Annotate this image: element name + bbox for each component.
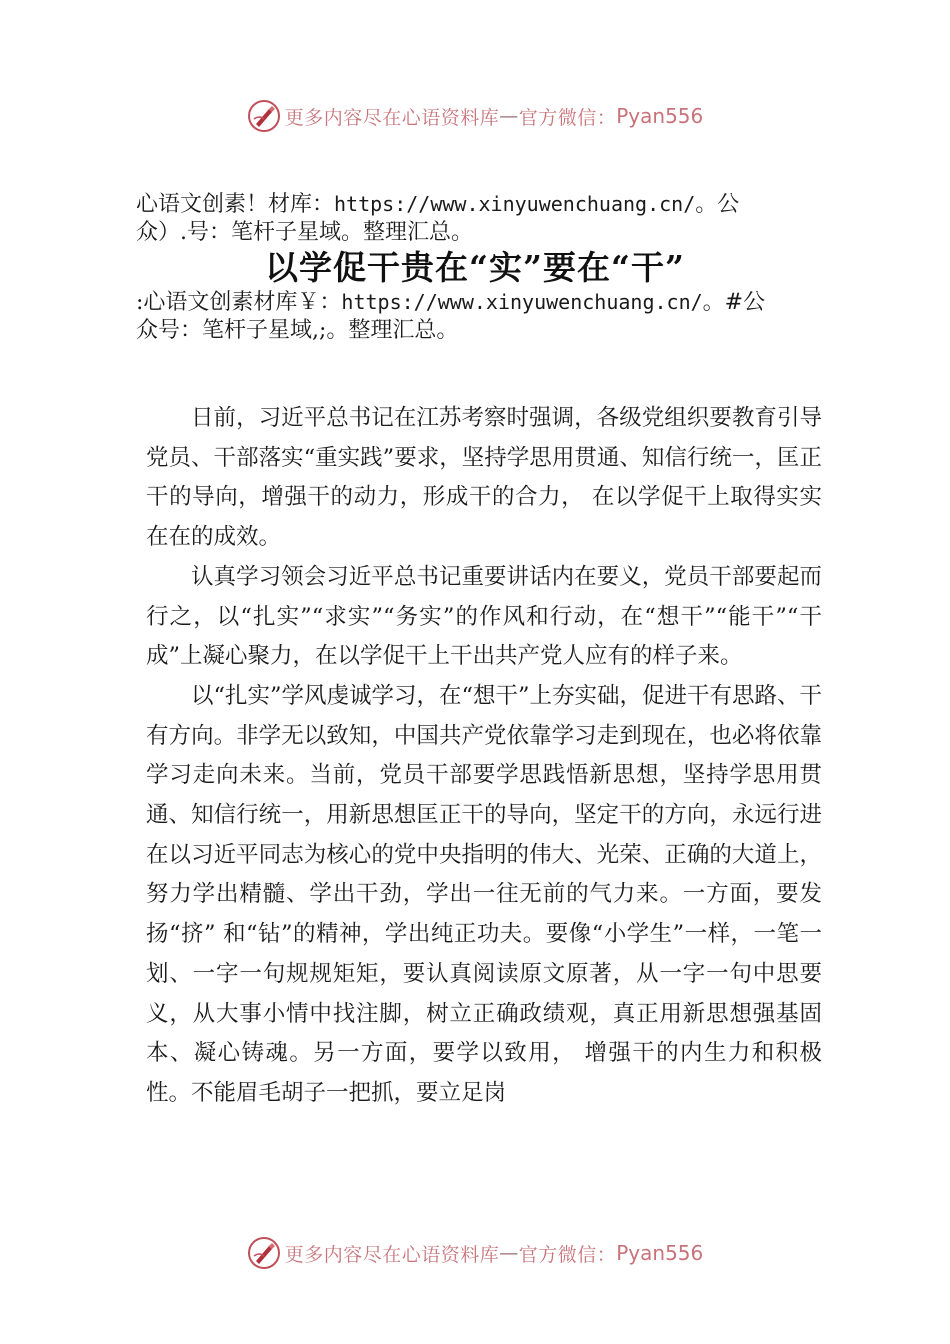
pen-logo-icon bbox=[247, 99, 281, 133]
article-body bbox=[146, 399, 822, 1114]
banner-wechat-label: 官方微信： bbox=[518, 1243, 617, 1266]
header-banner bbox=[0, 96, 950, 136]
paragraph-1: 日前，习近平总书记在江苏考察时强调，各级党组织要教育引导党员、干部落实“重实践”要求，坚持学思用贯通、知信行统一，匡正干的导向，增强干的动力，形成干的合力， 在以学促干上取得实实在在的成效。 bbox=[146, 405, 822, 551]
banner-text: 更多内容尽在心语资料库 bbox=[284, 1243, 500, 1266]
source-note-mid bbox=[136, 288, 836, 345]
source-note-mid-line2: 众号：笔杆子星域,;。整理汇总。 bbox=[136, 318, 459, 343]
source-note-top-line1: 心语文创素！材库：https://www.xinyuwenchuang.cn/。公 bbox=[136, 192, 740, 217]
banner-wechat-id: Pyan556 bbox=[616, 1241, 704, 1265]
article-title: 以学促干贵在“实”要在“干” bbox=[265, 248, 685, 287]
banner-wechat-id: Pyan556 bbox=[616, 104, 704, 128]
banner-dash: — bbox=[499, 1242, 519, 1264]
banner-text: 更多内容尽在心语资料库 bbox=[284, 106, 500, 129]
source-url-link[interactable]: https://www.xinyuwenchuang.cn/ bbox=[341, 290, 703, 314]
footer-banner bbox=[0, 1233, 950, 1273]
source-note-top bbox=[136, 190, 836, 247]
source-note-mid-line1: :心语文创素材库￥：https://www.xinyuwenchuang.cn/。#公 bbox=[136, 290, 766, 315]
banner-dash: — bbox=[499, 105, 519, 127]
source-note-top-line2: 众）.号：笔杆子星域。整理汇总。 bbox=[136, 220, 473, 245]
paragraph-3: 以“扎实”学风虔诚学习，在“想干”上夯实础，促进干有思路、干有方向。非学无以致知，中国共产党依靠学习走到现在，也必将依靠学习走向未来。当前，党员干部要学思践悟新思想，坚持学思用贯通、知信行统一，用新思想匡正干的导向，坚定干的方向，永远行进在以习近平同志为核心的党中央指明的伟大、光荣、正确的大道上，努力学出精髓、学出干劲，学出一往无前的气力来。一方面，要发扬“挤” 和“钻”的精神，学出纯正功夫。要像“小学生”一样，一笔一划、一字一句规规矩矩，要认真阅读原文原著，从一字一句中思要义，从大事小情中找注脚，树立正确政绩观，真正用新思想强基固本、凝心铸魂。另一方面，要学以致用， 增强干的内生力和积极性。不能眉毛胡子一把抓，要立足岗 bbox=[146, 682, 823, 1106]
source-url-link[interactable]: https://www.xinyuwenchuang.cn/ bbox=[334, 192, 696, 216]
pen-logo-icon bbox=[247, 1236, 281, 1270]
paragraph-2: 认真学习领会习近平总书记重要讲话内在要义，党员干部要起而行之，以“扎实”“求实”“务实”的作风和行动，在“想干”“能干”“干成”上凝心聚力，在以学促干上干出共产党人应有的样子来。 bbox=[146, 563, 822, 670]
banner-wechat-label: 官方微信： bbox=[518, 106, 617, 129]
